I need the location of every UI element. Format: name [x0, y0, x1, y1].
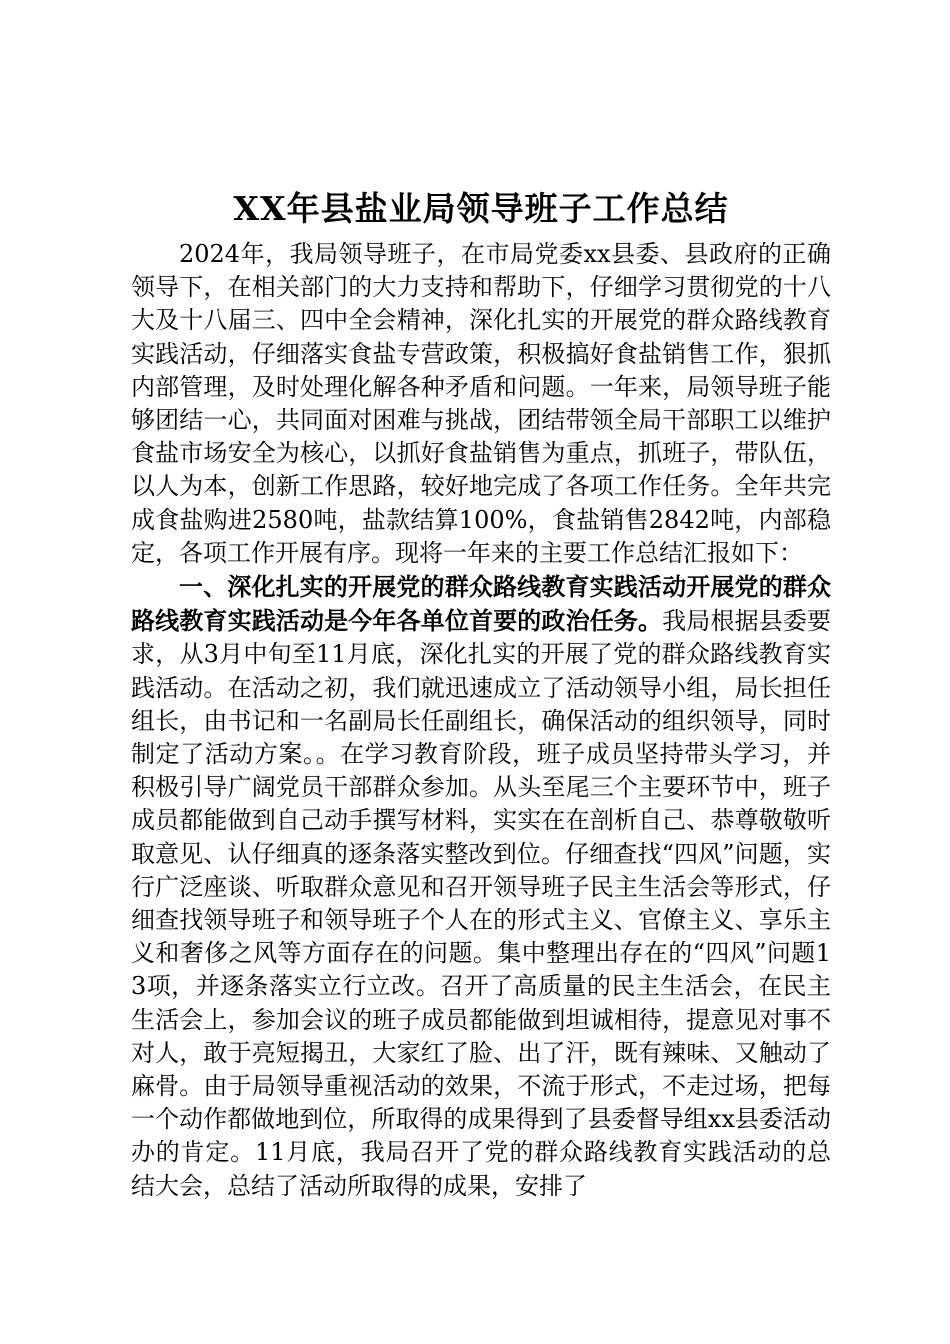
intro-paragraph-text: 2024年，我局领导班子，在市局党委xx县委、县政府的正确领导下，在相关部门的大力支持和帮助下，仔细学习贯彻党的十八大及十八届三、四中全会精神，深化扎实的开展党的群众路线教育实践活动，仔细落实食盐专营政策，积极搞好食盐销售工作，狠抓内部管理，及时处理化解各种矛盾和问题。一年来，局领导班子能够团结一心，共同面对困难与挑战，团结带领全局干部职工以维护食盐市场安全为核心，以抓好食盐销售为重点，抓班子，带队伍，以人为本，创新工作思路，较好地完成了各项工作任务。全年共完成食盐购进2580吨，盐款结算100%，食盐销售2842吨，内部稳定，各项工作开展有序。现将一年来的主要工作总结汇报如下： — [131, 240, 831, 567]
section-one-text: 我局根据县委要求，从3月中旬至11月底，深化扎实的开展了党的群众路线教育实践活动。在活动之初，我们就迅速成立了活动领导小组，局长担任组长，由书记和一名副局长任副组长，确保活动的组织领导，同时制定了活动方案。。在学习教育阶段，班子成员坚持带头学习，并积极引导广阔党员干部群众参加。从头至尾三个主要环节中，班子成员都能做到自己动手撰写材料，实实在在剖析自己、恭尊敬敬听取意见、认仔细真的逐条落实整改到位。仔细查找“四风”问题，实行广泛座谈、听取群众意见和召开领导班子民主生活会等形式，仔细查找领导班子和领导班子个人在的形式主义、官僚主义、享乐主义和奢侈之风等方面存在的问题。集中整理出存在的“四风”问题13项，并逐条落实立行立改。召开了高质量的民主生活会，在民主生活会上，参加会议的班子成员都能做到坦诚相待，提意见对事不对人，敢于亮短揭丑，大家红了脸、出了汗，既有辣味、又触动了麻骨。由于局领导重视活动的效果，不流于形式，不走过场，把每一个动作都做地到位，所取得的成果得到了县委督导组xx县委活动办的肯定。11月底，我局召开了党的群众路线教育实践活动的总结大会，总结了活动所取得的成果，安排了 — [131, 607, 832, 1200]
section-one-paragraph — [131, 570, 831, 1203]
intro-paragraph — [131, 238, 831, 570]
section-one-heading: 一、深化扎实的开展党的群众路线教育实践活动开展党的群众路线教育实践活动是今年各单位首要的政治任务。 — [131, 572, 831, 636]
document-page — [131, 186, 831, 1203]
document-title: XX年县盐业局领导班子工作总结 — [233, 189, 729, 228]
